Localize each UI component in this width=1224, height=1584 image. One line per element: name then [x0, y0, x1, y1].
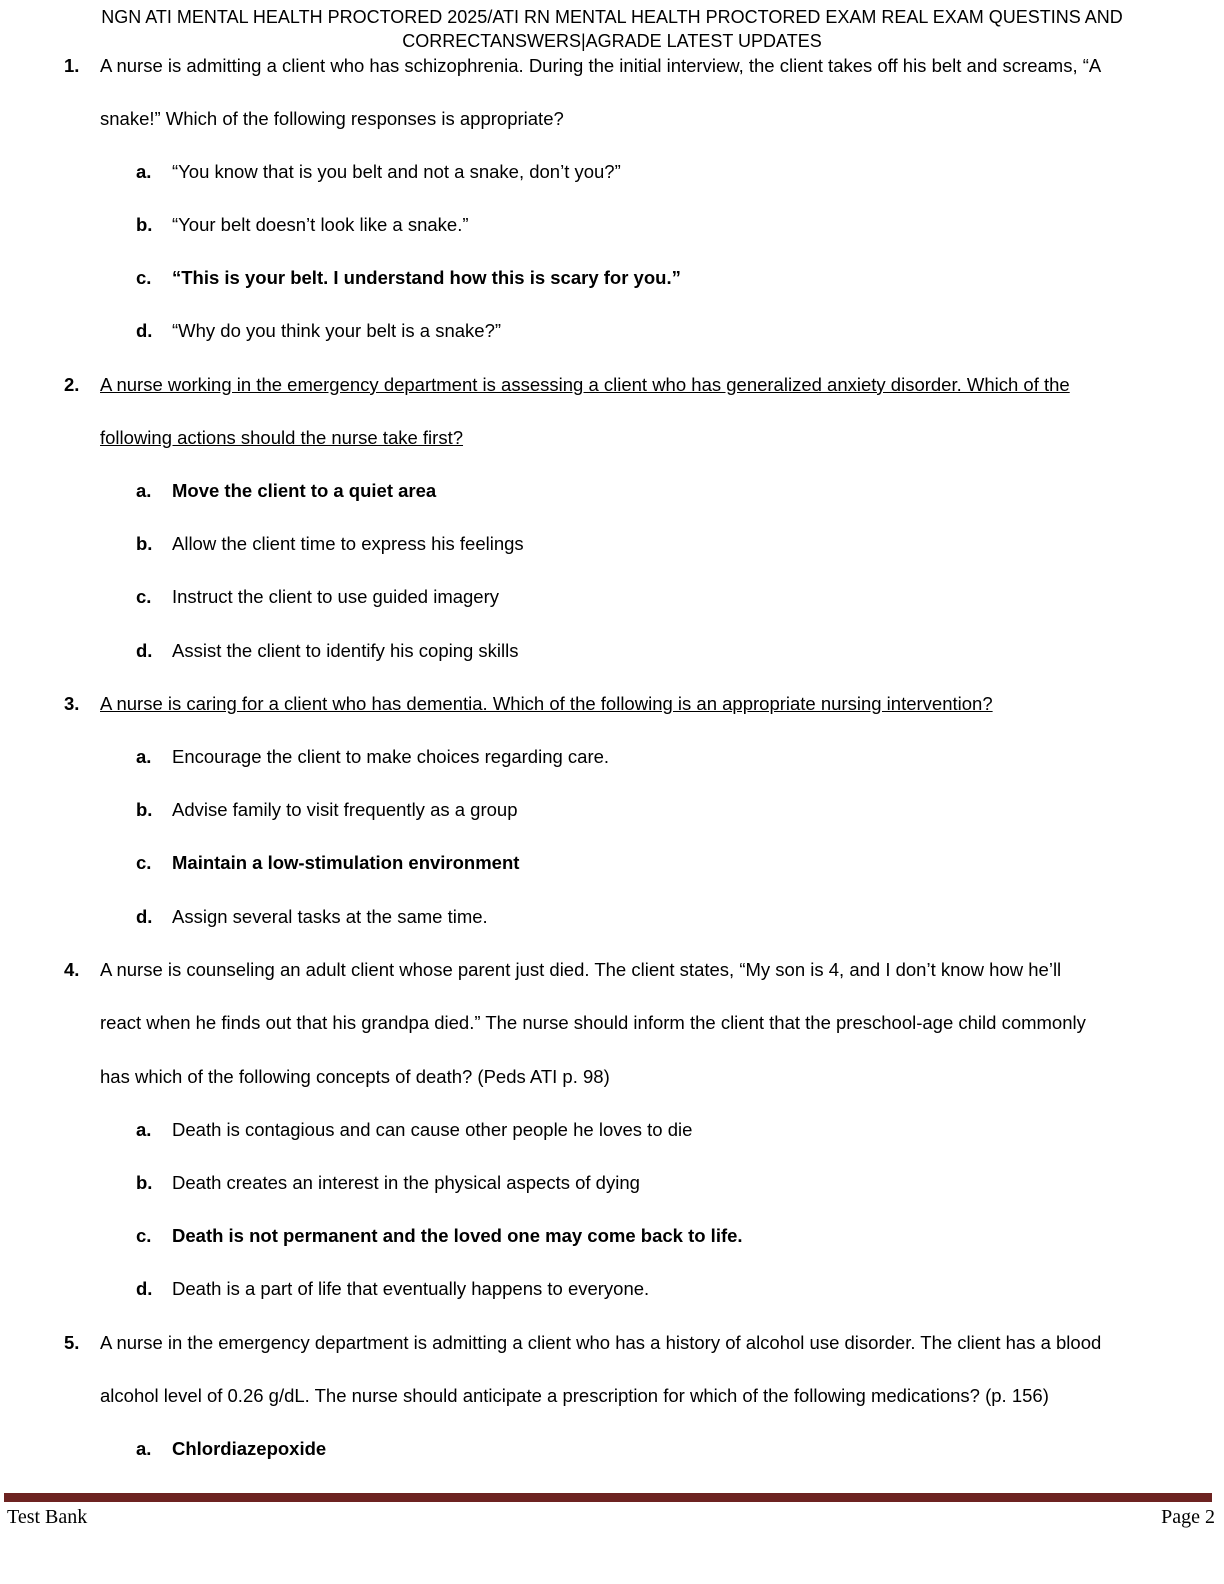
question-text-line: A nurse is caring for a client who has dementia. Which of the following is an appropriate nursing intervention?: [100, 693, 993, 714]
option-text: Move the client to a quiet area: [172, 480, 437, 501]
option-letter: d.: [136, 320, 153, 341]
question-text-line: A nurse is admitting a client who has schizophrenia. During the initial interview, the client takes off his belt and screams, “A: [100, 55, 1102, 76]
option-text: “Why do you think your belt is a snake?”: [172, 320, 502, 341]
option-text: Death is contagious and can cause other people he loves to die: [172, 1119, 693, 1140]
question-text-line: react when he finds out that his grandpa died.” The nurse should inform the client that the preschool-age child commonly: [100, 1012, 1086, 1033]
option-letter: d.: [136, 640, 153, 661]
option-letter: a.: [136, 746, 152, 767]
option-text: “You know that is you belt and not a snake, don’t you?”: [172, 161, 621, 182]
option-letter: c.: [136, 852, 152, 873]
option-letter: d.: [136, 906, 153, 927]
option-text: Encourage the client to make choices regarding care.: [172, 746, 610, 767]
question-text-line: has which of the following concepts of death? (Peds ATI p. 98): [100, 1066, 610, 1087]
option-text: Assign several tasks at the same time.: [172, 906, 488, 927]
option-letter: a.: [136, 1119, 152, 1140]
footer-label: Test Bank: [7, 1506, 88, 1528]
option-letter: b.: [136, 1172, 153, 1193]
option-letter: a.: [136, 1438, 152, 1459]
option-text: “This is your belt. I understand how this is scary for you.”: [172, 267, 681, 288]
option-text: Death is not permanent and the loved one may come back to life.: [172, 1225, 743, 1246]
option-letter: b.: [136, 799, 153, 820]
question-text-line: A nurse working in the emergency department is assessing a client who has generalized anxiety disorder. Which of the: [100, 374, 1070, 395]
option-text: Advise family to visit frequently as a group: [172, 799, 518, 820]
option-letter: b.: [136, 214, 153, 235]
option-letter: d.: [136, 1278, 153, 1299]
option-text: Death creates an interest in the physical aspects of dying: [172, 1172, 640, 1193]
option-text: Assist the client to identify his coping skills: [172, 640, 519, 661]
question-text-line: A nurse is counseling an adult client whose parent just died. The client states, “My son is 4, and I don’t know how he’ll: [100, 959, 1062, 980]
question-text-line: snake!” Which of the following responses is appropriate?: [100, 108, 564, 129]
option-text: Death is a part of life that eventually happens to everyone.: [172, 1278, 650, 1299]
option-letter: c.: [136, 1225, 152, 1246]
option-text: Instruct the client to use guided imagery: [172, 586, 500, 607]
document-header: [40, 5, 1184, 53]
option-letter: a.: [136, 161, 152, 182]
question-number: 4.: [64, 959, 80, 980]
header-line-1: NGN ATI MENTAL HEALTH PROCTORED 2025/ATI RN MENTAL HEALTH PROCTORED EXAM REAL EXAM QUESTINS AND: [101, 7, 1123, 27]
option-text: Allow the client time to express his feelings: [172, 533, 524, 554]
question-text-line: A nurse in the emergency department is admitting a client who has a history of alcohol use disorder. The client has a blood: [100, 1332, 1102, 1353]
option-text: “Your belt doesn’t look like a snake.”: [172, 214, 469, 235]
header-line-2: CORRECTANSWERS|AGRADE LATEST UPDATES: [402, 31, 822, 51]
option-letter: c.: [136, 267, 152, 288]
question-text-line: following actions should the nurse take first?: [100, 427, 464, 448]
option-letter: a.: [136, 480, 152, 501]
option-text: Maintain a low-stimulation environment: [172, 852, 520, 873]
option-text: Chlordiazepoxide: [172, 1438, 327, 1459]
question-number: 3.: [64, 693, 80, 714]
footer-divider: [4, 1493, 1212, 1502]
question-text-line: alcohol level of 0.26 g/dL. The nurse should anticipate a prescription for which of the following medications? (p. 156): [100, 1385, 1049, 1406]
question-number: 5.: [64, 1332, 80, 1353]
question-number: 1.: [64, 55, 80, 76]
question-number: 2.: [64, 374, 80, 395]
page-number: Page 2: [1161, 1506, 1215, 1528]
option-letter: b.: [136, 533, 153, 554]
option-letter: c.: [136, 586, 152, 607]
